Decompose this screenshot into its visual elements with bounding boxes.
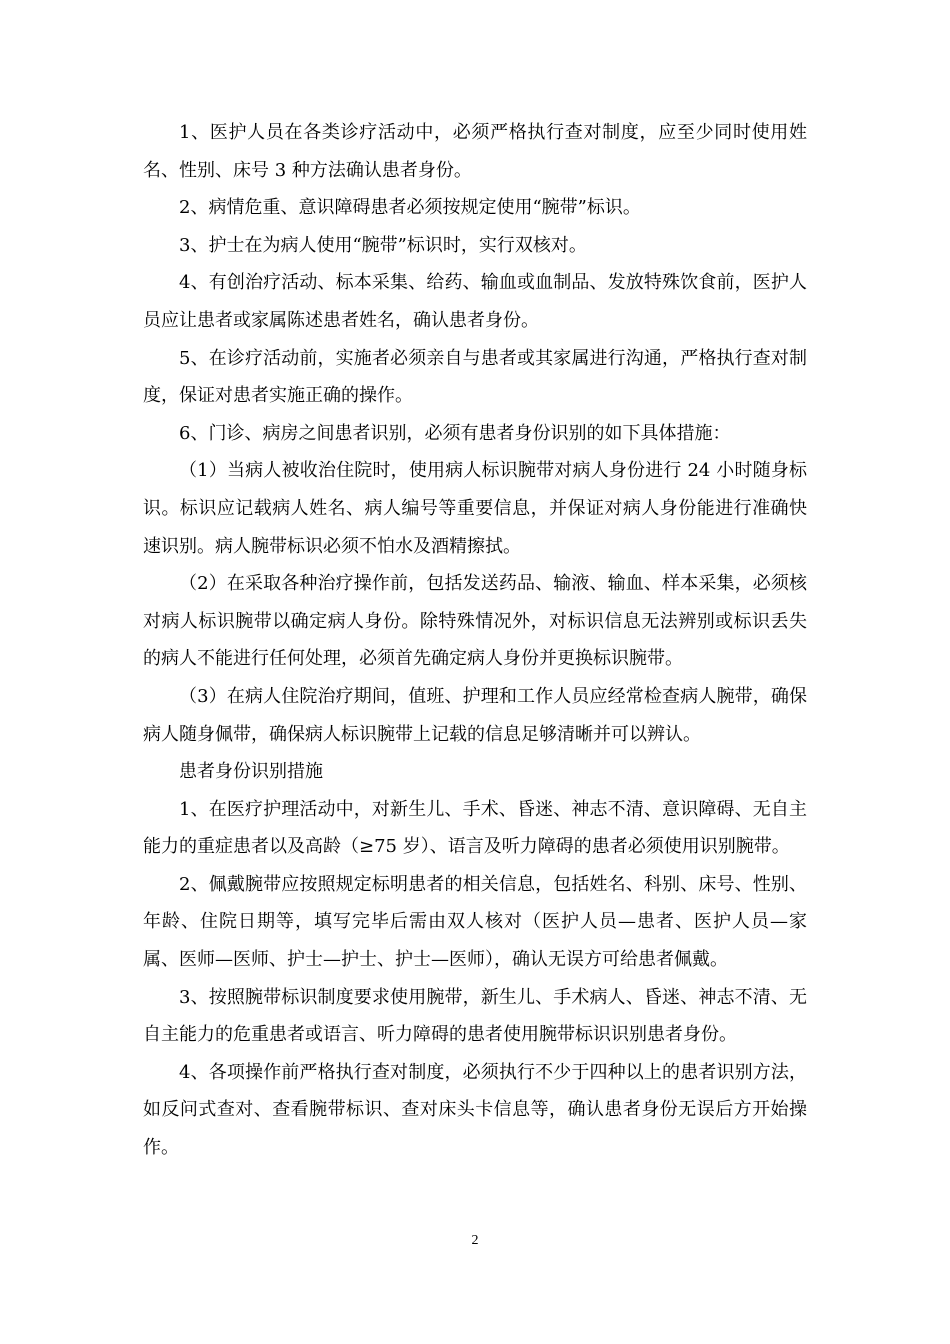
- paragraph-2: 2、病情危重、意识障碍患者必须按规定使用“腕带”标识。: [179, 197, 641, 219]
- section-paragraph-3: 3、按照腕带标识制度要求使用腕带，新生儿、手术病人、昏迷、神志不清、无自主能力的危重患者或语言、听力障碍的患者使用腕带标识识别患者身份。: [143, 986, 807, 1046]
- sub-paragraph-2: （2）在采取各种治疗操作前，包括发送药品、输液、输血、样本采集，必须核对病人标识腕带以确定病人身份。除特殊情况外，对标识信息无法辨别或标识丢失的病人不能进行任何处理，必须首先确定病人身份并更换标识腕带。: [143, 573, 807, 670]
- paragraph-1: 1、医护人员在各类诊疗活动中，必须严格执行查对制度，应至少同时使用姓名、性别、床号 3 种方法确认患者身份。: [143, 122, 807, 181]
- sub-paragraph-3: （3）在病人住院治疗期间，值班、护理和工作人员应经常检查病人腕带，确保病人随身佩带，确保病人标识腕带上记载的信息足够清晰并可以辨认。: [143, 685, 807, 745]
- paragraph-5: 5、在诊疗活动前，实施者必须亲自与患者或其家属进行沟通，严格执行查对制度，保证对患者实施正确的操作。: [143, 347, 807, 407]
- sub-paragraph-1: （1）当病人被收治住院时，使用病人标识腕带对病人身份进行 24 小时随身标识。标识应记载病人姓名、病人编号等重要信息，并保证对病人身份能进行准确快速识别。病人腕带标识必须不怕水及酒精擦拭。: [143, 460, 807, 557]
- paragraph-6: 6、门诊、病房之间患者识别，必须有患者身份识别的如下具体措施：: [179, 422, 731, 444]
- document-body: [143, 114, 807, 1167]
- section-paragraph-2: 2、佩戴腕带应按照规定标明患者的相关信息，包括姓名、科别、床号、性别、年龄、住院日期等，填写完毕后需由双人核对（医护人员—患者、医护人员—家属、医师—医师、护士—护士、护士—医师），确认无误方可给患者佩戴。: [143, 873, 807, 971]
- paragraph-4: 4、有创治疗活动、标本采集、给药、输血或血制品、发放特殊饮食前，医护人员应让患者或家属陈述患者姓名，确认患者身份。: [143, 272, 807, 331]
- section-paragraph-1: 1、在医疗护理活动中，对新生儿、手术、昏迷、神志不清、意识障碍、无自主能力的重症患者以及高龄（≥75 岁）、语言及听力障碍的患者必须使用识别腕带。: [143, 798, 807, 858]
- section-heading: 患者身份识别措施: [179, 761, 323, 783]
- paragraph-3: 3、护士在为病人使用“腕带”标识时，实行双核对。: [179, 234, 587, 256]
- page-number: 2: [471, 1233, 479, 1248]
- section-paragraph-4: 4、各项操作前严格执行查对制度，必须执行不少于四种以上的患者识别方法，如反问式查对、查看腕带标识、查对床头卡信息等，确认患者身份无误后方开始操作。: [143, 1061, 807, 1159]
